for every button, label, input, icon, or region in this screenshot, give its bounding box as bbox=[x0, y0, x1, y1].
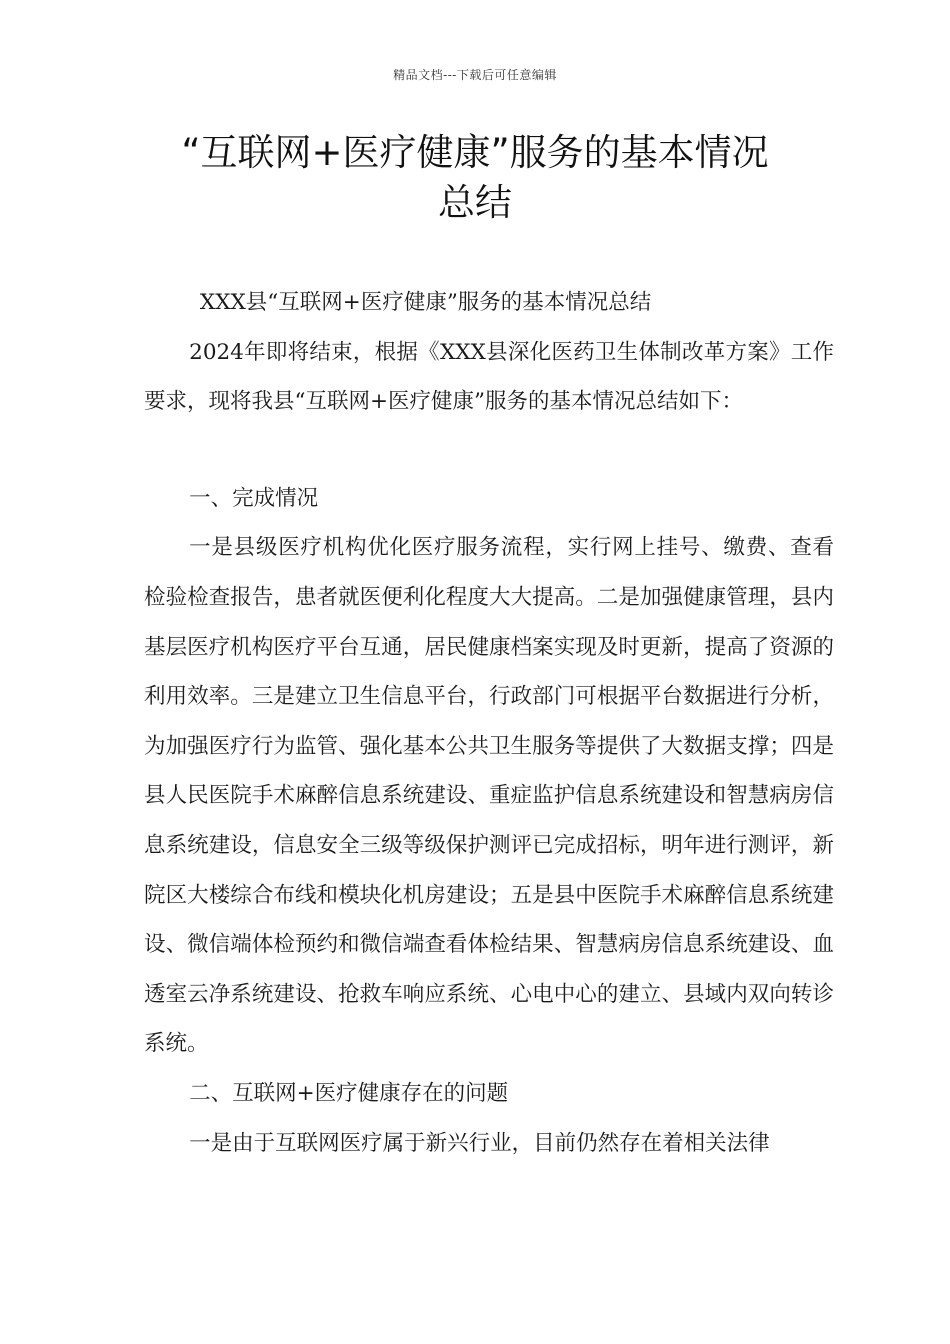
section-heading-completion: 一、完成情况 bbox=[189, 485, 319, 511]
document-title bbox=[100, 128, 850, 228]
document-subtitle: XXX县“互联网+医疗健康”服务的基本情况总结 bbox=[199, 290, 652, 315]
document-body bbox=[144, 278, 834, 1168]
problems-paragraph: 一是由于互联网医疗属于新兴行业，目前仍然存在着相关法律 bbox=[189, 1130, 770, 1156]
intro-paragraph: 2024年即将结束，根据《XXX县深化医药卫生体制改革方案》工作要求，现将我县“互联网+医疗健康”服务的基本情况总结如下： bbox=[144, 339, 834, 415]
completion-paragraph: 一是县级医疗机构优化医疗服务流程，实行网上挂号、缴费、查看检验检查报告，患者就医便利化程度大大提高。二是加强健康管理，县内基层医疗机构医疗平台互通，居民健康档案实现及时更新，提高了资源的利用效率。三是建立卫生信息平台，行政部门可根据平台数据进行分析，为加强医疗行为监管、强化基本公共卫生服务等提供了大数据支撑；四是县人民医院手术麻醉信息系统建设、重症监护信息系统建设和智慧病房信息系统建设，信息安全三级等级保护测评已完成招标，明年进行测评，新院区大楼综合布线和模块化机房建设；五是县中医院手术麻醉信息系统建设、微信端体检预约和微信端查看体检结果、智慧病房信息系统建设、血透室云净系统建设、抢救车响应系统、心电中心的建立、县域内双向转诊系统。 bbox=[144, 535, 834, 1057]
document-title-line-1: “互联网+医疗健康”服务的基本情况 bbox=[181, 131, 769, 174]
section-heading-problems: 二、互联网+医疗健康存在的问题 bbox=[189, 1080, 509, 1106]
document-title-line-2: 总结 bbox=[438, 181, 512, 224]
page-header-note: 精品文档---下载后可任意编辑 bbox=[393, 68, 557, 82]
